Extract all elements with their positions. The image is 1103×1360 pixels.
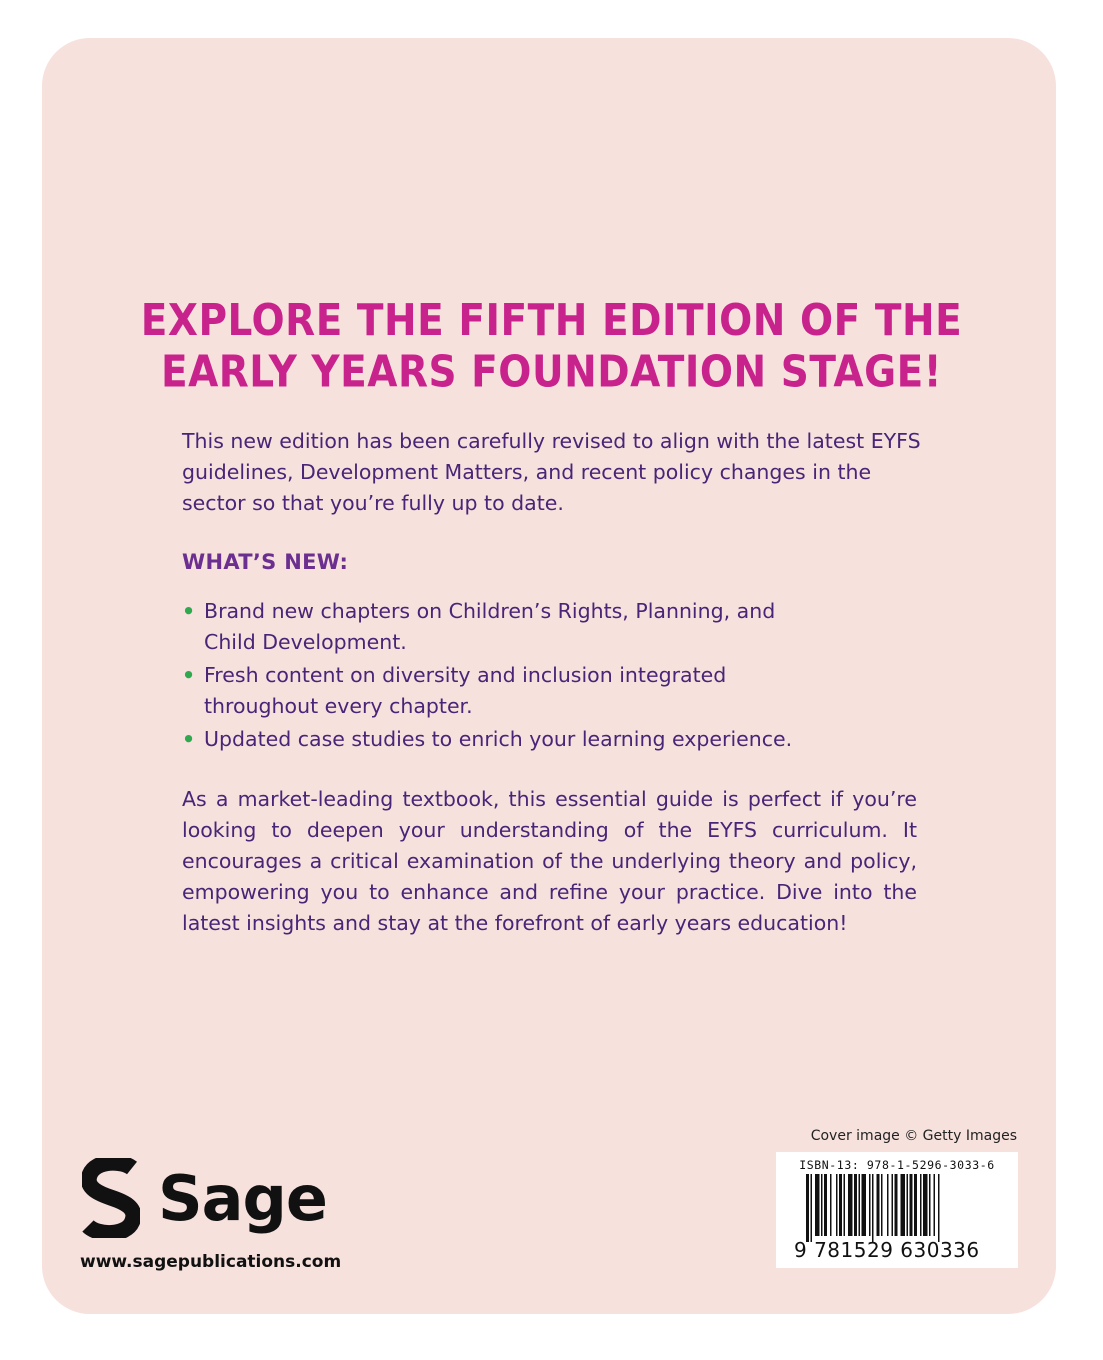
publisher-website: www.sagepublications.com [80, 1252, 342, 1272]
list-item-text: Fresh content on diversity and inclusion integrated throughout every chapter. [204, 663, 727, 718]
list-item [182, 660, 822, 722]
publisher-logo [82, 1156, 327, 1240]
isbn-label: ISBN-13: 978-1-5296-3033-6 [799, 1158, 995, 1172]
bullet-dot-icon: • [182, 599, 196, 623]
headline-line-2: EARLY YEARS FOUNDATION STAGE! [160, 347, 943, 398]
barcode-digits: 9 781529 630336 [794, 1238, 980, 1262]
headline [0, 296, 1103, 399]
list-item [182, 724, 822, 755]
list-item [182, 596, 822, 658]
publisher-name: Sage [158, 1161, 327, 1235]
isbn-barcode [776, 1152, 1018, 1268]
intro-paragraph: This new edition has been carefully revised to align with the latest EYFS guidelines, Development Matters, and recent policy changes in the sector so that you’re fully up to date. [182, 429, 921, 515]
headline-line-1: EXPLORE THE FIFTH EDITION OF THE [140, 296, 963, 347]
list-item-text: Brand new chapters on Children’s Rights, Planning, and Child Development. [204, 599, 776, 654]
bullet-dot-icon: • [182, 663, 196, 687]
bullet-dot-icon: • [182, 727, 196, 751]
whats-new-list [182, 596, 822, 757]
description-paragraph: As a market-leading textbook, this essential guide is perfect if you’re looking to deepen your understanding of the EYFS curriculum. It encourages a critical examination of the underlying theory and policy, empowering you to enhance and refine your practice. Dive into the latest insights and stay at the forefront of early years education! [182, 787, 917, 935]
barcode-bars [806, 1174, 992, 1242]
list-item-text: Updated case studies to enrich your learning experience. [204, 727, 793, 751]
cover-image-credit: Cover image © Getty Images [810, 1128, 1017, 1144]
sage-s-logo-icon [82, 1158, 140, 1238]
whats-new-heading: WHAT’S NEW: [182, 550, 349, 574]
